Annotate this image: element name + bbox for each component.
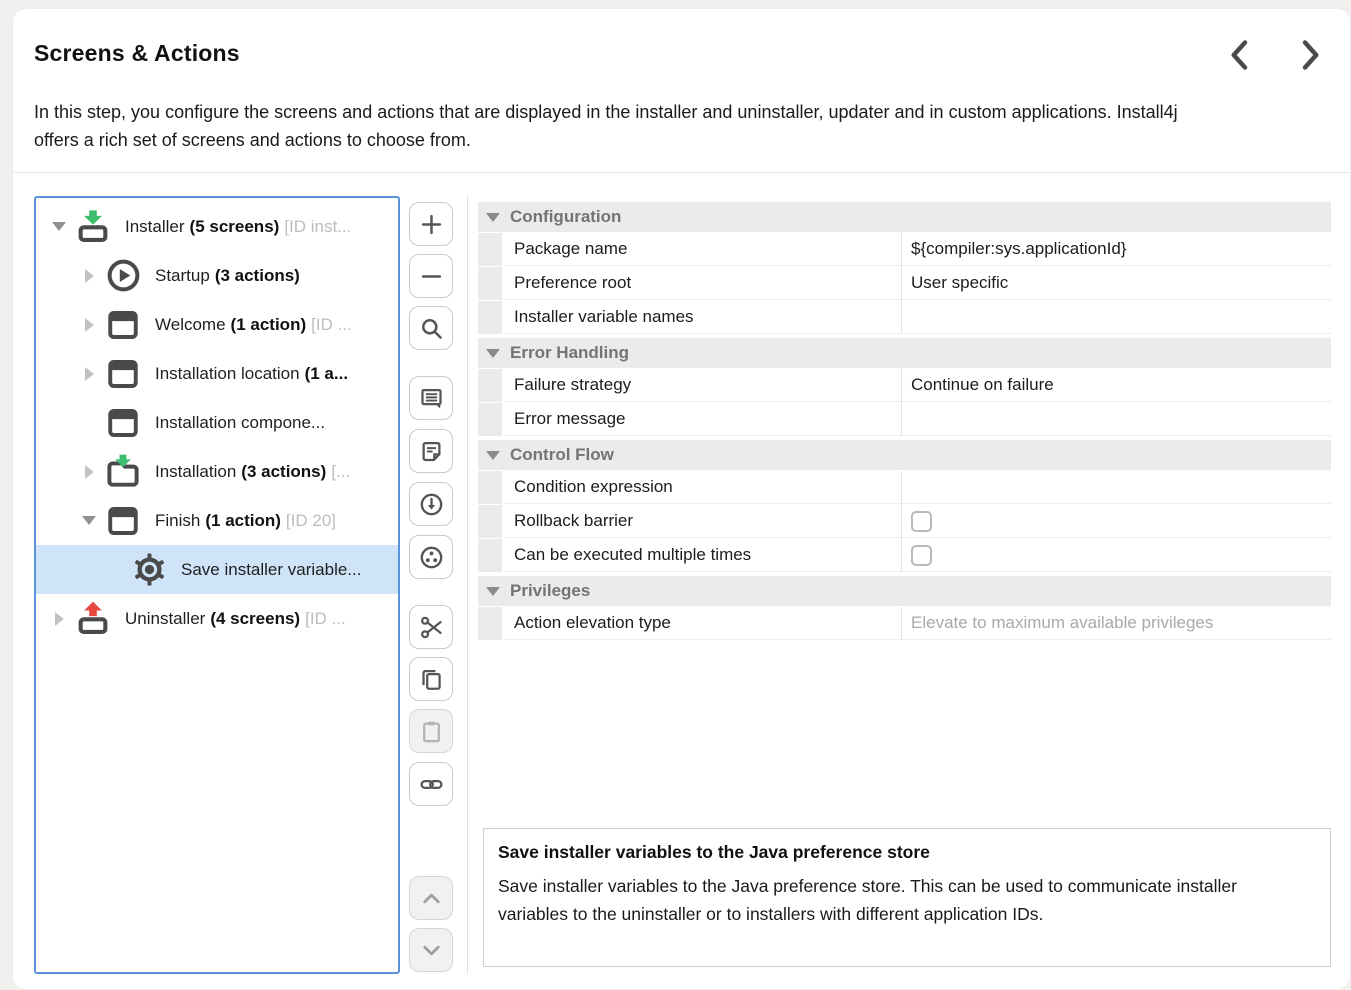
copy-button[interactable] — [409, 657, 453, 701]
chevron-right-icon — [1295, 37, 1325, 73]
tree-item-label: Save installer variable... — [181, 559, 362, 579]
property-value-field[interactable] — [901, 403, 1331, 436]
property-value-field[interactable] — [901, 301, 1331, 334]
collapse-triangle-icon[interactable] — [486, 587, 500, 596]
cut-button[interactable] — [409, 605, 453, 649]
row-gutter — [478, 369, 502, 402]
details-body: Save installer variables to the Java preference store. This can be used to communicate installer variables to the uninstaller or to installers with different application IDs. — [498, 876, 1237, 924]
tree-item-count: (3 actions) — [214, 265, 300, 285]
property-row-preference-root — [478, 267, 1331, 300]
tree-item-id: [... — [331, 461, 351, 481]
property-label: Condition expression — [504, 471, 901, 504]
tree-item-id: [ID inst... — [284, 216, 352, 236]
tree-item-welcome[interactable] — [36, 300, 398, 349]
tree-item-label: Finish — [155, 510, 201, 530]
row-gutter — [478, 539, 502, 572]
action-details-box — [483, 828, 1331, 967]
uninstaller-upload-box-icon — [74, 600, 112, 638]
tree-item-count: (1 action) — [205, 510, 281, 530]
link-button[interactable] — [409, 762, 453, 806]
row-gutter — [478, 301, 502, 334]
property-value-field[interactable]: Elevate to maximum available privileges — [901, 607, 1331, 640]
circle-down-arrow-icon — [418, 491, 445, 518]
collapse-triangle-icon[interactable] — [486, 349, 500, 358]
property-label: Installer variable names — [504, 301, 901, 334]
import-button[interactable] — [409, 482, 453, 526]
copy-icon — [418, 666, 445, 693]
tree-item-label: Welcome — [155, 314, 226, 334]
chevron-down-icon — [418, 937, 445, 964]
section-control-flow — [478, 440, 1331, 470]
folder-download-icon — [104, 453, 142, 491]
tree-item-save-installer-variables[interactable] — [36, 545, 398, 594]
expander-right-icon[interactable] — [44, 612, 74, 626]
property-value-field[interactable] — [901, 471, 1331, 504]
tree-item-installation[interactable] — [36, 447, 398, 496]
multiple-times-checkbox[interactable] — [911, 545, 932, 566]
panel-separator — [467, 196, 468, 974]
row-gutter — [478, 267, 502, 300]
installer-download-box-icon — [74, 208, 112, 246]
tree-item-label: Installation — [155, 461, 237, 481]
paste-button[interactable] — [409, 709, 453, 753]
screen-icon — [104, 355, 142, 393]
search-icon — [418, 315, 445, 342]
section-configuration — [478, 202, 1331, 232]
row-gutter — [478, 607, 502, 640]
property-row-condition-expression — [478, 471, 1331, 504]
header-separator — [14, 172, 1349, 173]
tree-item-label: Installation location — [155, 363, 300, 383]
row-gutter — [478, 233, 502, 266]
section-title: Privileges — [510, 581, 591, 600]
tree-item-id: [ID ... — [311, 314, 352, 334]
screen-icon — [104, 404, 142, 442]
gear-icon — [130, 551, 168, 589]
property-label: Rollback barrier — [504, 505, 901, 538]
move-up-button[interactable] — [409, 876, 453, 920]
property-value-field[interactable]: ${compiler:sys.applicationId} — [901, 233, 1331, 266]
tree-item-finish[interactable] — [36, 496, 398, 545]
add-button[interactable] — [409, 202, 453, 246]
expander-right-icon[interactable] — [74, 367, 104, 381]
collapse-triangle-icon[interactable] — [486, 213, 500, 222]
chevron-left-icon — [1225, 37, 1255, 73]
row-gutter — [478, 505, 502, 538]
rollback-barrier-checkbox[interactable] — [911, 511, 932, 532]
screen-icon — [104, 306, 142, 344]
socket-button[interactable] — [409, 535, 453, 579]
expander-right-icon[interactable] — [74, 465, 104, 479]
tree-item-installer[interactable] — [36, 202, 398, 251]
property-row-installer-variable-names — [478, 301, 1331, 334]
property-label: Package name — [504, 233, 901, 266]
search-button[interactable] — [409, 306, 453, 350]
section-error-handling — [478, 338, 1331, 368]
tree-item-label: Startup — [155, 265, 210, 285]
property-row-can-be-executed-multiple-times — [478, 539, 1331, 572]
note-icon — [418, 438, 445, 465]
next-step-button[interactable] — [1292, 36, 1328, 74]
expander-right-icon[interactable] — [74, 318, 104, 332]
comments-button[interactable] — [409, 376, 453, 420]
tree-item-id: [ID 20] — [285, 510, 337, 530]
page-title: Screens & Actions — [34, 40, 240, 66]
tree-item-label: Installation compone... — [155, 412, 326, 432]
section-title: Error Handling — [510, 343, 630, 362]
link-icon — [418, 771, 445, 798]
tree-item-count: (1 a... — [304, 363, 349, 383]
scissors-icon — [418, 614, 445, 641]
property-label: Failure strategy — [504, 369, 901, 402]
previous-step-button[interactable] — [1222, 36, 1258, 74]
tree-item-count: (1 action) — [230, 314, 307, 334]
tree-item-label: Installer — [125, 216, 185, 236]
expander-right-icon[interactable] — [74, 269, 104, 283]
tree-item-installation-location[interactable] — [36, 349, 398, 398]
step-description: In this step, you configure the screens and actions that are displayed in the installer and uninstaller, updater and in custom applications. Install4j offers a rich set of screens and actions to choose from. — [34, 102, 1178, 150]
property-row-failure-strategy — [478, 369, 1331, 402]
tree-item-count: (5 screens) — [189, 216, 280, 236]
remove-button[interactable] — [409, 254, 453, 298]
tree-item-installation-components[interactable] — [36, 398, 398, 447]
tree-item-startup[interactable] — [36, 251, 398, 300]
property-label: Action elevation type — [504, 607, 901, 640]
note-button[interactable] — [409, 429, 453, 473]
tree-item-id: [ID ... — [305, 608, 346, 628]
tree-item-count: (4 screens) — [210, 608, 301, 628]
plus-icon — [418, 211, 445, 238]
property-label: Error message — [504, 403, 901, 436]
chevron-up-icon — [418, 885, 445, 912]
property-value-field[interactable]: User specific — [901, 267, 1331, 300]
details-title: Save installer variables to the Java preference store — [498, 842, 930, 862]
row-gutter — [478, 471, 502, 504]
comment-bubble-icon — [418, 385, 445, 412]
property-row-error-message — [478, 403, 1331, 436]
clipboard-icon — [418, 718, 445, 745]
row-gutter — [478, 403, 502, 436]
screen-icon — [104, 502, 142, 540]
property-row-action-elevation-type — [478, 607, 1331, 640]
property-value-field[interactable]: Continue on failure — [901, 369, 1331, 402]
property-row-rollback-barrier — [478, 505, 1331, 538]
property-grid — [478, 202, 1331, 641]
property-row-package-name — [478, 233, 1331, 266]
play-circle-icon — [104, 257, 142, 295]
tree-item-uninstaller[interactable] — [36, 594, 398, 643]
expander-down-icon[interactable] — [74, 516, 104, 525]
tree-item-label: Uninstaller — [125, 608, 206, 628]
move-down-button[interactable] — [409, 928, 453, 972]
property-label: Preference root — [504, 267, 901, 300]
section-title: Configuration — [510, 207, 622, 226]
minus-icon — [418, 263, 445, 290]
collapse-triangle-icon[interactable] — [486, 451, 500, 460]
socket-dots-icon — [418, 544, 445, 571]
section-title: Control Flow — [510, 445, 614, 464]
property-label: Can be executed multiple times — [504, 539, 901, 572]
section-privileges — [478, 576, 1331, 606]
screens-actions-tree[interactable] — [34, 196, 400, 974]
expander-down-icon[interactable] — [44, 222, 74, 231]
tree-item-count: (3 actions) — [241, 461, 327, 481]
